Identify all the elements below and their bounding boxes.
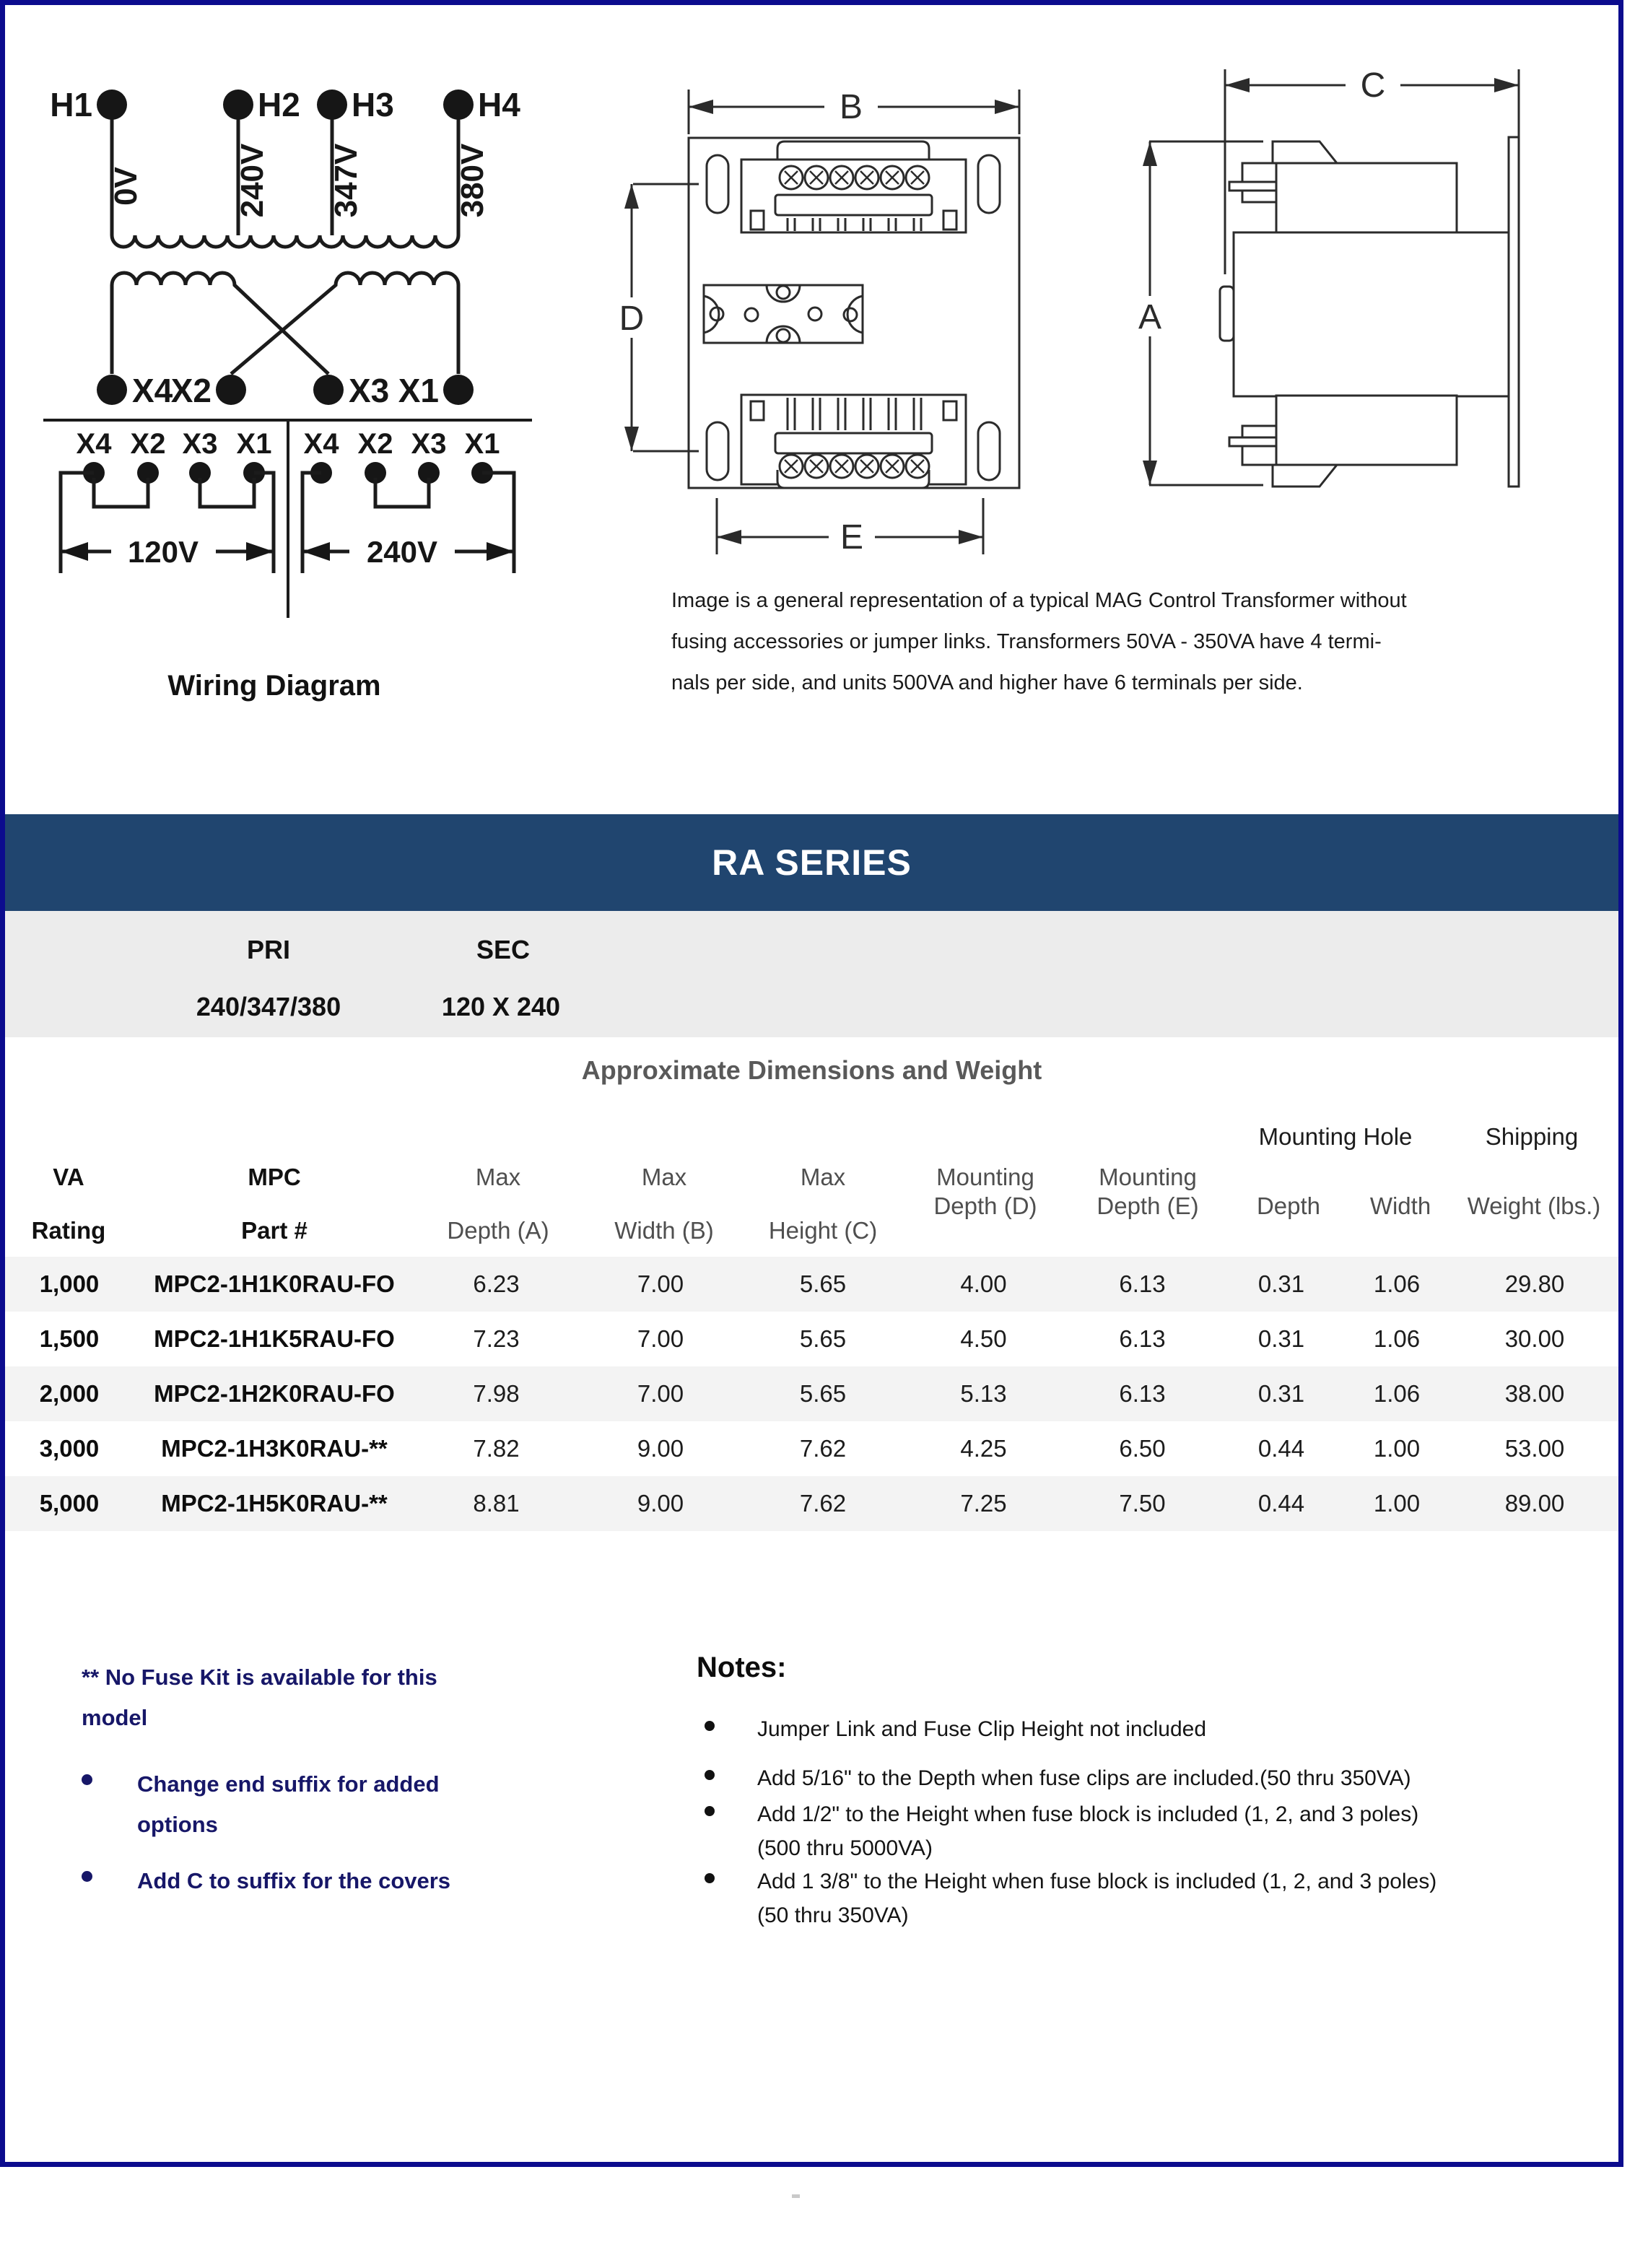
cell-depth-a: 8.81 bbox=[473, 1490, 520, 1517]
cell-weight: 30.00 bbox=[1504, 1325, 1565, 1352]
wiring-diagram-caption: Wiring Diagram bbox=[167, 670, 381, 702]
cell-mount-e: 6.13 bbox=[1119, 1380, 1166, 1407]
cell-hole-depth: 0.44 bbox=[1257, 1435, 1305, 1462]
shipping-group-header: Shipping bbox=[1485, 1123, 1579, 1150]
cell-part: MPC2-1H2K0RAU-FO bbox=[154, 1380, 395, 1407]
table-row bbox=[5, 1312, 1618, 1366]
suffix-note-line1: Change end suffix for added bbox=[137, 1771, 440, 1797]
representation-note-line1: Image is a general representation of a typical MAG Control Transformer without bbox=[671, 589, 1407, 612]
representation-note-line3: nals per side, and units 500VA and higher have 6 terminals per side. bbox=[671, 671, 1303, 694]
note-item-line2: (500 thru 5000VA) bbox=[757, 1836, 933, 1860]
bullet-icon bbox=[705, 1873, 715, 1883]
col-max-height-line2: Height (C) bbox=[768, 1217, 878, 1244]
col-max-depth-line2: Depth (A) bbox=[447, 1217, 549, 1244]
connection-group-120v bbox=[61, 428, 274, 573]
cell-hole-width: 1.06 bbox=[1373, 1270, 1421, 1297]
bullet-icon bbox=[705, 1806, 715, 1816]
notes-heading: Notes: bbox=[697, 1652, 787, 1683]
voltage-span-240v: 240V bbox=[366, 535, 438, 569]
g2-x1: X1 bbox=[464, 428, 500, 460]
cell-mount-e: 7.50 bbox=[1119, 1490, 1166, 1517]
cell-width-b: 9.00 bbox=[637, 1435, 684, 1462]
front-view-drawing bbox=[614, 58, 1047, 570]
cell-height-c: 7.62 bbox=[799, 1435, 847, 1462]
g1-x2: X2 bbox=[130, 428, 166, 460]
primary-winding bbox=[112, 108, 458, 247]
note-item bbox=[757, 1712, 1566, 1746]
table-row bbox=[5, 1257, 1618, 1312]
g1-x4: X4 bbox=[76, 428, 112, 460]
cell-depth-a: 7.82 bbox=[473, 1435, 520, 1462]
cell-weight: 38.00 bbox=[1504, 1380, 1565, 1407]
g2-x3: X3 bbox=[411, 428, 447, 460]
note-item-line2: (50 thru 350VA) bbox=[757, 1903, 909, 1927]
g1-x1: X1 bbox=[236, 428, 272, 460]
col-max-width-line1: Max bbox=[641, 1164, 687, 1190]
col-mounting-d-line2: Depth (D) bbox=[933, 1192, 1037, 1219]
col-max-depth-line1: Max bbox=[475, 1164, 521, 1190]
representation-note-line2: fusing accessories or jumper links. Transformers 50VA - 350VA have 4 termi- bbox=[671, 630, 1382, 653]
note-item-line1: Jumper Link and Fuse Clip Height not included bbox=[757, 1717, 1207, 1741]
note-item bbox=[757, 1864, 1566, 1932]
cell-depth-a: 7.23 bbox=[473, 1325, 520, 1352]
cell-hole-width: 1.06 bbox=[1373, 1325, 1421, 1352]
cell-hole-width: 1.00 bbox=[1373, 1490, 1421, 1517]
representation-note bbox=[671, 580, 1566, 704]
center-plate bbox=[704, 285, 863, 343]
series-banner: RA SERIES bbox=[5, 814, 1618, 911]
x1-label: X1 bbox=[398, 372, 439, 409]
secondary-windings bbox=[112, 273, 458, 374]
h3-label: H3 bbox=[352, 86, 394, 123]
dim-c-label: C bbox=[1360, 66, 1386, 105]
cell-width-b: 7.00 bbox=[637, 1380, 684, 1407]
cell-hole-depth: 0.31 bbox=[1257, 1270, 1305, 1297]
table-row bbox=[5, 1476, 1618, 1531]
cell-weight: 29.80 bbox=[1504, 1270, 1565, 1297]
footer-mark bbox=[792, 2194, 800, 2198]
pri-value: 240/347/380 bbox=[196, 992, 341, 1021]
cell-hole-width: 1.00 bbox=[1373, 1435, 1421, 1462]
no-fuse-note-line2: model bbox=[82, 1705, 148, 1730]
note-item-line1: Add 1 3/8" to the Height when fuse block is included (1, 2, and 3 poles) bbox=[757, 1870, 1437, 1893]
sec-value: 120 X 240 bbox=[441, 992, 561, 1021]
col-mpc-line1: MPC bbox=[248, 1164, 301, 1190]
table-row bbox=[5, 1421, 1618, 1476]
cell-mount-d: 4.25 bbox=[960, 1435, 1007, 1462]
cell-hole-depth: 0.31 bbox=[1257, 1325, 1305, 1352]
cell-mount-d: 4.00 bbox=[960, 1270, 1007, 1297]
bullet-icon bbox=[705, 1770, 715, 1780]
cell-mount-d: 7.25 bbox=[960, 1490, 1007, 1517]
suffix-note bbox=[137, 1764, 513, 1845]
voltage-347v: 347V bbox=[328, 143, 364, 218]
voltage-span-120v: 120V bbox=[127, 535, 199, 569]
cell-mount-e: 6.13 bbox=[1119, 1270, 1166, 1297]
cell-va: 1,500 bbox=[39, 1325, 100, 1352]
bullet-icon bbox=[82, 1871, 92, 1882]
covers-note-line: Add C to suffix for the covers bbox=[137, 1868, 451, 1893]
cell-va: 5,000 bbox=[39, 1490, 100, 1517]
sec-label: SEC bbox=[476, 935, 531, 964]
g1-x3: X3 bbox=[182, 428, 218, 460]
cell-va: 3,000 bbox=[39, 1435, 100, 1462]
cell-depth-a: 7.98 bbox=[473, 1380, 520, 1407]
cell-part: MPC2-1H1K5RAU-FO bbox=[154, 1325, 395, 1352]
cell-part: MPC2-1H3K0RAU-** bbox=[161, 1435, 388, 1462]
cell-width-b: 7.00 bbox=[637, 1325, 684, 1352]
col-mpc-line2: Part # bbox=[241, 1217, 308, 1244]
h4-label: H4 bbox=[478, 86, 520, 123]
cell-va: 2,000 bbox=[39, 1380, 100, 1407]
dim-b-label: B bbox=[839, 88, 863, 126]
col-weight: Weight (lbs.) bbox=[1467, 1192, 1601, 1219]
cell-hole-depth: 0.44 bbox=[1257, 1490, 1305, 1517]
col-mounting-e-line2: Depth (E) bbox=[1097, 1192, 1199, 1219]
cell-mount-d: 4.50 bbox=[960, 1325, 1007, 1352]
g2-x4: X4 bbox=[303, 428, 339, 460]
cell-height-c: 7.62 bbox=[799, 1490, 847, 1517]
note-item bbox=[757, 1797, 1566, 1865]
pri-label: PRI bbox=[246, 935, 291, 964]
table-title: Approximate Dimensions and Weight bbox=[581, 1055, 1042, 1085]
cell-part: MPC2-1H1K0RAU-FO bbox=[154, 1270, 395, 1297]
x3-label: X3 bbox=[349, 372, 390, 409]
cell-height-c: 5.65 bbox=[799, 1325, 847, 1352]
cell-mount-e: 6.50 bbox=[1119, 1435, 1166, 1462]
cell-width-b: 7.00 bbox=[637, 1270, 684, 1297]
col-hole-width: Width bbox=[1369, 1192, 1431, 1219]
cell-depth-a: 6.23 bbox=[473, 1270, 520, 1297]
separator-lines bbox=[43, 420, 532, 618]
dim-a-label: A bbox=[1138, 298, 1162, 336]
g2-x2: X2 bbox=[357, 428, 393, 460]
voltage-0v: 0V bbox=[108, 167, 144, 206]
connection-group-240v bbox=[302, 428, 514, 573]
voltage-380v: 380V bbox=[455, 143, 490, 218]
note-item-line1: Add 1/2" to the Height when fuse block is included (1, 2, and 3 poles) bbox=[757, 1802, 1419, 1826]
note-item-line1: Add 5/16" to the Depth when fuse clips are included.(50 thru 350VA) bbox=[757, 1766, 1411, 1790]
cell-weight: 53.00 bbox=[1504, 1435, 1565, 1462]
col-mounting-d-line1: Mounting bbox=[936, 1164, 1034, 1190]
no-fuse-note bbox=[82, 1657, 486, 1738]
col-va-line1: VA bbox=[53, 1164, 84, 1190]
note-item bbox=[757, 1761, 1566, 1795]
no-fuse-note-line1: ** No Fuse Kit is available for this bbox=[82, 1665, 437, 1690]
table-row bbox=[5, 1366, 1618, 1421]
h2-label: H2 bbox=[258, 86, 300, 123]
cell-mount-e: 6.13 bbox=[1119, 1325, 1166, 1352]
col-mounting-e-line1: Mounting bbox=[1099, 1164, 1197, 1190]
cell-hole-width: 1.06 bbox=[1373, 1380, 1421, 1407]
cell-part: MPC2-1H5K0RAU-** bbox=[161, 1490, 388, 1517]
cell-mount-d: 5.13 bbox=[960, 1380, 1007, 1407]
bullet-icon bbox=[705, 1721, 715, 1731]
covers-note bbox=[137, 1861, 541, 1901]
side-view-drawing bbox=[1122, 22, 1570, 520]
col-max-width-line2: Width (B) bbox=[614, 1217, 714, 1244]
dim-d-label: D bbox=[619, 300, 645, 338]
suffix-note-line2: options bbox=[137, 1812, 218, 1837]
cell-weight: 89.00 bbox=[1504, 1490, 1565, 1517]
cell-height-c: 5.65 bbox=[799, 1380, 847, 1407]
h1-label: H1 bbox=[50, 86, 92, 123]
x4-label: X4 bbox=[132, 372, 173, 409]
cell-height-c: 5.65 bbox=[799, 1270, 847, 1297]
col-max-height-line1: Max bbox=[800, 1164, 846, 1190]
bullet-icon bbox=[82, 1774, 92, 1785]
col-va-line2: Rating bbox=[31, 1217, 106, 1244]
voltage-240v: 240V bbox=[235, 143, 270, 218]
cell-width-b: 9.00 bbox=[637, 1490, 684, 1517]
x2-label: X2 bbox=[170, 372, 212, 409]
dim-e-label: E bbox=[840, 518, 864, 557]
mounting-hole-group-header: Mounting Hole bbox=[1258, 1123, 1413, 1150]
col-hole-depth: Depth bbox=[1256, 1192, 1321, 1219]
cell-va: 1,000 bbox=[39, 1270, 100, 1297]
wiring-diagram bbox=[29, 72, 549, 693]
cell-hole-depth: 0.31 bbox=[1257, 1380, 1305, 1407]
